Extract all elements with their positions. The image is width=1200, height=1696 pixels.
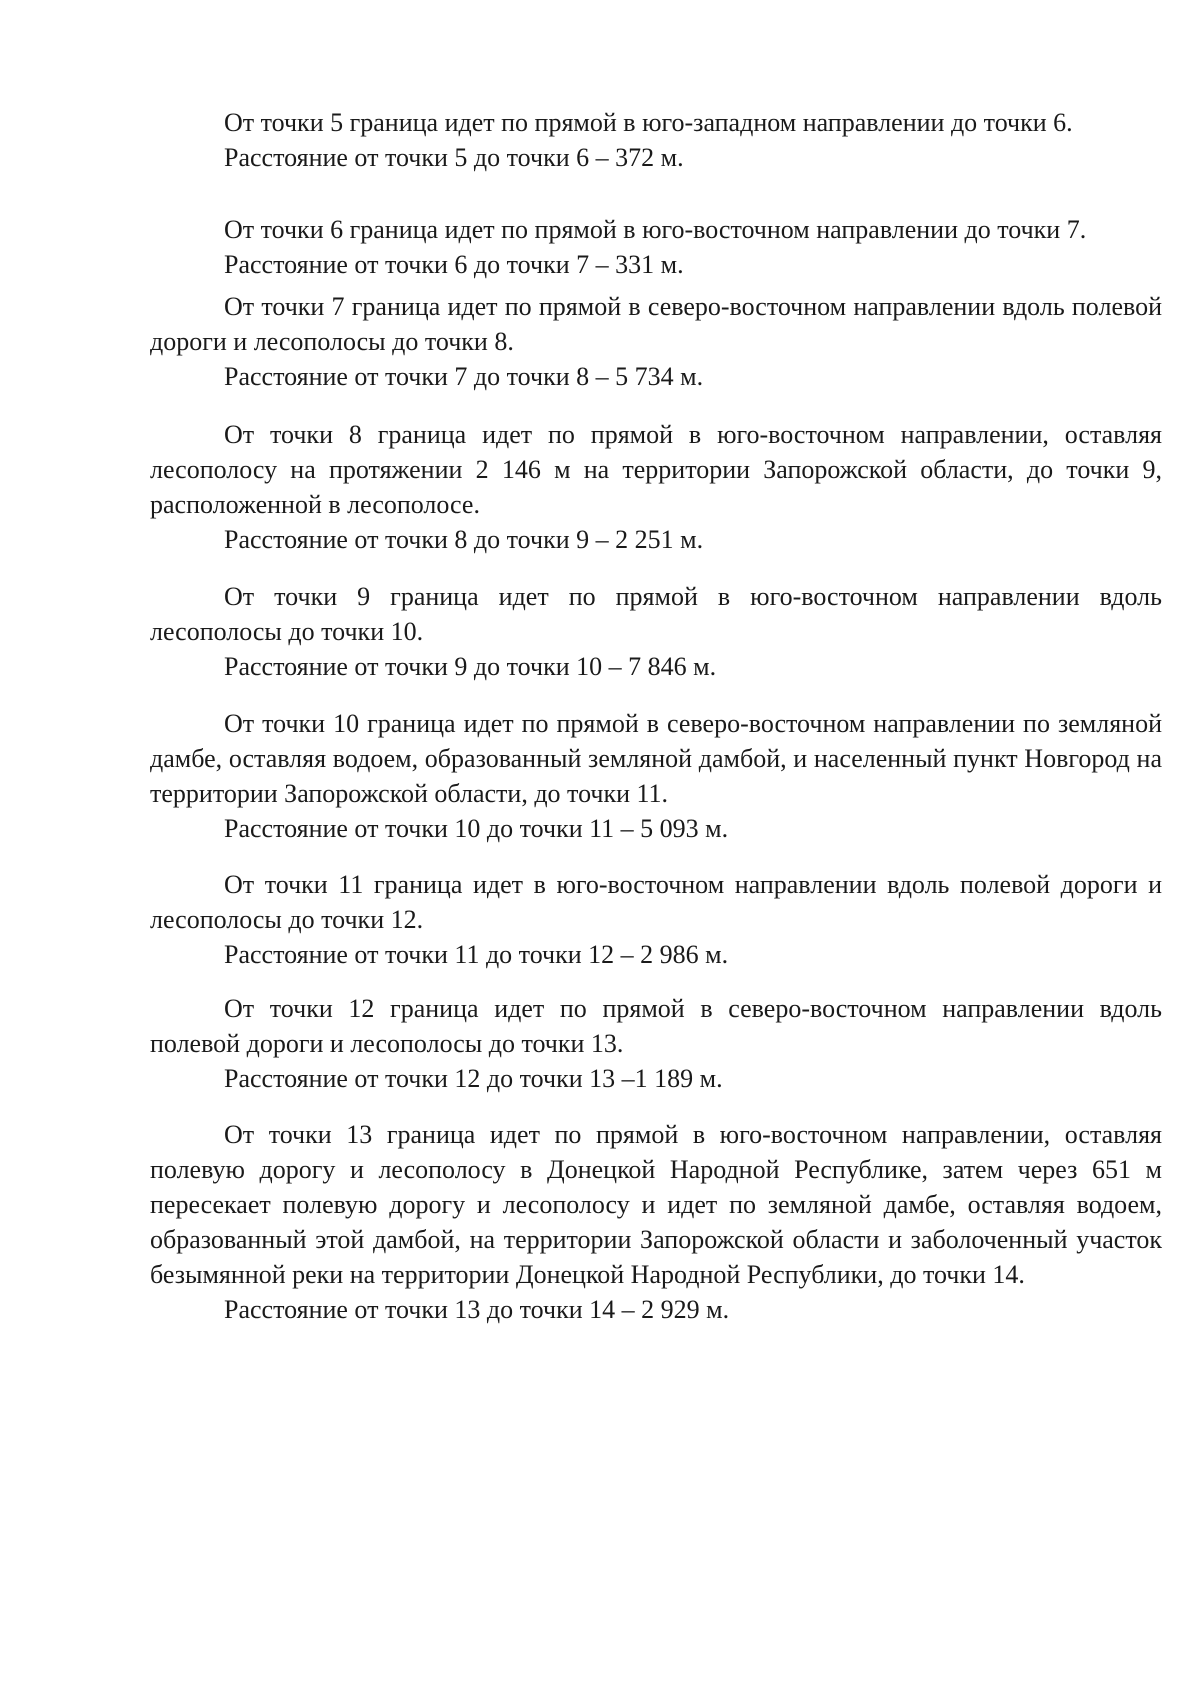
boundary-description: От точки 12 граница идет по прямой в северо-восточном направлении вдоль полевой дороги и лесополосы до точки 13.	[150, 994, 1162, 1058]
boundary-section-5-6	[150, 105, 1162, 175]
distance-line: Расстояние от точки 12 до точки 13 –1 189 м.	[224, 1064, 723, 1093]
distance-line: Расстояние от точки 9 до точки 10 – 7 846 м.	[224, 652, 717, 681]
boundary-description: От точки 10 граница идет по прямой в северо-восточном направлении по земляной дамбе, оставляя водоем, образованный земляной дамбой, и населенный пункт Новгород на территории Запорожской области, до точки 11.	[150, 709, 1162, 808]
distance-line: Расстояние от точки 11 до точки 12 – 2 986 м.	[224, 940, 729, 969]
boundary-description: От точки 8 граница идет по прямой в юго-восточном направлении, оставляя лесополосу на протяжении 2 146 м на территории Запорожской области, до точки 9, расположенной в лесополосе.	[150, 420, 1162, 519]
boundary-description: От точки 13 граница идет по прямой в юго-восточном направлении, оставляя полевую дорогу и лесополосу в Донецкой Народной Республике, затем через 651 м пересекает полевую дорогу и лесополосу и идет по земляной дамбе, оставляя водоем, образованный этой дамбой, на территории Запорожской области и заболоченный участок безымянной реки на территории Донецкой Народной Республики, до точки 14.	[150, 1120, 1162, 1289]
distance-line: Расстояние от точки 8 до точки 9 – 2 251 м.	[224, 525, 704, 554]
boundary-description: От точки 6 граница идет по прямой в юго-восточном направлении до точки 7.	[224, 215, 1087, 244]
boundary-section-10-11	[150, 706, 1162, 846]
boundary-section-13-14	[150, 1117, 1162, 1327]
distance-line: Расстояние от точки 10 до точки 11 – 5 093 м.	[224, 814, 729, 843]
boundary-section-6-7	[150, 212, 1162, 282]
boundary-section-11-12	[150, 867, 1162, 972]
distance-line: Расстояние от точки 5 до точки 6 – 372 м.	[224, 143, 684, 172]
boundary-description: От точки 11 граница идет в юго-восточном направлении вдоль полевой дороги и лесополосы до точки 12.	[150, 870, 1162, 934]
boundary-description: От точки 7 граница идет по прямой в северо-восточном направлении вдоль полевой дороги и лесополосы до точки 8.	[150, 292, 1162, 356]
distance-line: Расстояние от точки 6 до точки 7 – 331 м.	[224, 250, 684, 279]
boundary-section-12-13	[150, 991, 1162, 1096]
distance-line: Расстояние от точки 13 до точки 14 – 2 929 м.	[224, 1295, 730, 1324]
boundary-description: От точки 5 граница идет по прямой в юго-западном направлении до точки 6.	[224, 108, 1073, 137]
boundary-description: От точки 9 граница идет по прямой в юго-восточном направлении вдоль лесополосы до точки 10.	[150, 582, 1162, 646]
boundary-section-9-10	[150, 579, 1162, 684]
distance-line: Расстояние от точки 7 до точки 8 – 5 734 м.	[224, 362, 704, 391]
boundary-section-7-8	[150, 289, 1162, 394]
boundary-section-8-9	[150, 417, 1162, 557]
